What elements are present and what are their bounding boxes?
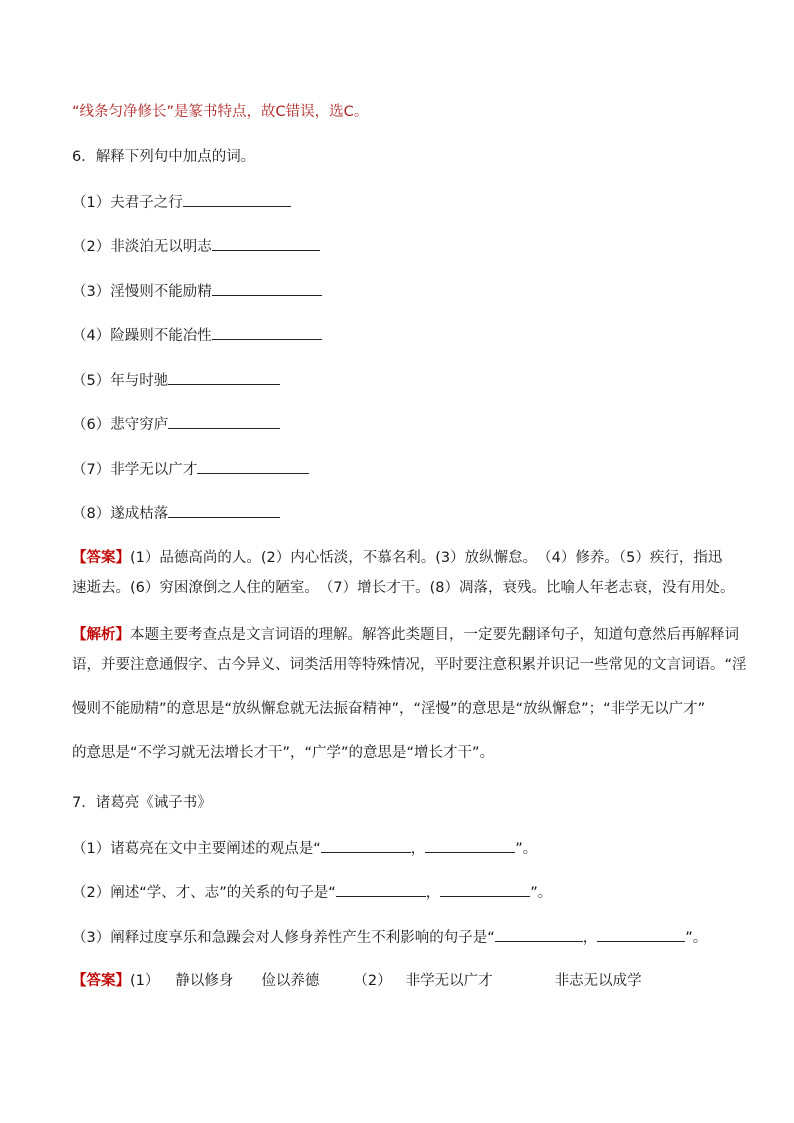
q6-item-8-blank	[168, 503, 280, 518]
q7-item-2-comma: ，	[425, 885, 441, 901]
q6-answer-line-2: 速逝去。(6）穷困潦倒之人住的陋室。 （7）增长才干。(8）凋落，衰残。比喻人年老志衰，没有用处。	[72, 580, 735, 596]
q6-item-6-blank	[168, 414, 280, 429]
q6-analysis-line-1	[72, 625, 739, 645]
question-7-stem: 7．诸葛亮《诫子书》	[72, 795, 212, 811]
q7-item-1-blank-a	[321, 838, 411, 853]
q7-item-3-blank-a	[495, 927, 583, 942]
q7-item-3-label: （3）阐释过度享乐和急躁会对人修身养性产生不利影响的句子是“	[72, 930, 495, 946]
q7-answer-1-num: (1）	[130, 973, 160, 989]
q7-item-1-blank-b	[425, 838, 515, 853]
q6-item-2	[72, 236, 320, 257]
answer-tag: 【答案】	[72, 550, 130, 566]
q7-answer-2b: 非志无以成学	[554, 973, 642, 989]
q6-item-7-blank	[197, 459, 309, 474]
q7-item-2-label: （2）阐述“学、才、志”的关系的句子是“	[72, 885, 336, 901]
q7-item-2-blank-b	[440, 882, 530, 897]
q6-analysis-text-1: 本题主要考查点是文言词语的理解。解答此类题目，一定要先翻译句子，知道句意然后再解释词	[130, 627, 739, 643]
q6-item-4	[72, 325, 322, 346]
analysis-tag: 【解析】	[72, 627, 130, 643]
q7-item-3-comma: ，	[582, 930, 598, 946]
q7-answer-1a: 静以修身	[175, 973, 234, 989]
q6-item-1-blank	[183, 192, 291, 207]
q7-item-2-close: ”。	[530, 885, 553, 901]
q7-item-2-blank-a	[336, 882, 426, 897]
q6-item-4-label: （4）险躁则不能冶性	[72, 328, 212, 344]
previous-analysis-line: “线条匀净修长”是篆书特点，故C错误，选C。	[72, 104, 369, 120]
q6-item-2-blank	[212, 236, 320, 251]
q6-item-8	[72, 503, 280, 524]
q6-item-5-blank	[168, 370, 280, 385]
q7-answer-2a: 非学无以广才	[405, 973, 493, 989]
q7-answer-line	[72, 971, 642, 991]
q7-item-1	[72, 838, 537, 859]
q6-item-3-blank	[212, 281, 322, 296]
q6-analysis-line-2: 语，并要注意通假字、古今异义、词类活用等特殊情况，平时要注意积累并识记一些常见的文言词语。“淫	[72, 657, 747, 673]
q6-item-6	[72, 414, 280, 435]
answer-tag: 【答案】	[72, 973, 130, 989]
q7-item-1-label: （1）诸葛亮在文中主要阐述的观点是“	[72, 841, 321, 857]
q6-item-3	[72, 281, 322, 302]
q7-item-3-blank-b	[597, 927, 685, 942]
q6-answer-text-1: (1）品德高尚的人。(2）内心恬淡，不慕名利。(3）放纵懈怠。 （4）修养。（5）疾行，指迅	[130, 550, 723, 566]
q6-item-8-label: （8）遂成枯落	[72, 506, 169, 522]
q6-item-4-blank	[212, 325, 322, 340]
q7-item-3	[72, 927, 707, 948]
q6-item-1-label: （1）夫君子之行	[72, 195, 183, 211]
q7-item-1-close: ”。	[515, 841, 538, 857]
q6-item-1	[72, 192, 291, 213]
q6-item-3-label: （3）淫慢则不能励精	[72, 284, 212, 300]
q6-item-2-label: （2）非淡泊无以明志	[72, 239, 212, 255]
q7-item-3-close: ”。	[685, 930, 708, 946]
q6-item-5-label: （5）年与时驰	[72, 373, 169, 389]
q6-item-7	[72, 459, 309, 480]
q6-analysis-line-3: 慢则不能励精”的意思是“放纵懈怠就无法振奋精神”，“淫慢”的意思是“放纵懈怠”；“非学无以广才”	[72, 701, 706, 717]
question-6-stem: 6．解释下列句中加点的词。	[72, 149, 256, 165]
q6-analysis-line-4: 的意思是“不学习就无法增长才干”，“广学”的意思是“增长才干”。	[72, 745, 495, 761]
q7-item-2	[72, 882, 552, 903]
q6-item-6-label: （6）悲守穷庐	[72, 417, 169, 433]
q6-answer-line-1	[72, 548, 722, 568]
q6-item-7-label: （7）非学无以广才	[72, 462, 198, 478]
q7-answer-1b: 俭以养德	[261, 973, 320, 989]
q6-item-5	[72, 370, 280, 391]
q7-answer-2-num: （2）	[353, 973, 392, 989]
q7-item-1-comma: ，	[410, 841, 426, 857]
